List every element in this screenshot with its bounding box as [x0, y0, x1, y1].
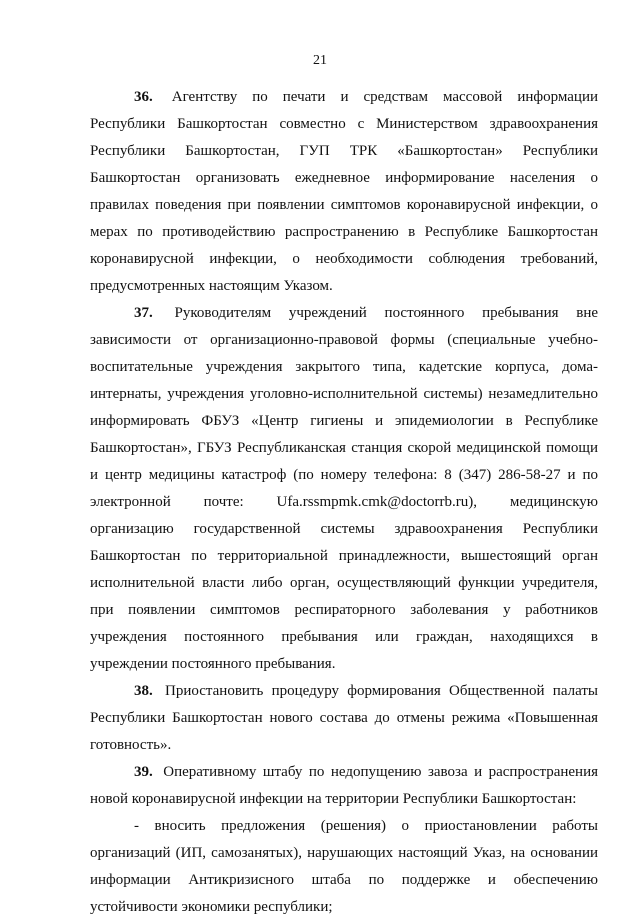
paragraph-38 — [90, 678, 598, 759]
paragraph-39 — [90, 759, 598, 813]
paragraph-text: - вносить предложения (решения) о приостановлении работы организаций (ИП, самозанятых), нарушающих настоящий Указ, на основании информации Антикризисного штаба по поддержке и обеспечению устойчивости экономики республики; — [90, 818, 598, 915]
document-body — [90, 84, 598, 921]
paragraph-text: Приостановить процедуру формирования Общественной палаты Республики Башкортостан нового состава до отмены режима «Повышенная готовность». — [90, 683, 599, 753]
page-number: 21 — [313, 53, 327, 68]
paragraph-number: 37. — [134, 305, 153, 321]
paragraph-37 — [90, 300, 598, 678]
paragraph-number: 39. — [134, 764, 153, 780]
paragraph-number: 36. — [134, 89, 153, 105]
paragraph-text: Оперативному штабу по недопущению завоза и распространения новой коронавирусной инфекции на территории Республики Башкортостан: — [90, 764, 599, 807]
paragraph-number: 38. — [134, 683, 153, 699]
paragraph-text: Агентству по печати и средствам массовой информации Республики Башкортостан совместно с Министерством здравоохранения Республики Башкортостан, ГУП ТРК «Башкортостан» Республики Башкортостан организовать ежедневное информирование населения о правилах поведения при появлении симптомов коронавирусной инфекции, о мерах по противодействию распространению в Республике Башкортостан коронавирусной инфекции, о необходимости соблюдения требований, предусмотренных настоящим Указом. — [90, 89, 598, 294]
paragraph-36 — [90, 84, 598, 300]
paragraph-text: Руководителям учреждений постоянного пребывания вне зависимости от организационно-правовой формы (специальные учебно-воспитательные учреждения закрытого типа, кадетские корпуса, дома-интернаты, учреждения уголовно-исполнительной системы) незамедлительно информировать ФБУЗ «Центр гигиены и эпидемиологии в Республике Башкортостан», ГБУЗ Республиканская станция скорой медицинской помощи и центр медицины катастроф (по номеру телефона: 8 (347) 286-58-27 и по электронной почте: Ufa.rssmpmk.cmk@doctorrb.ru), медицинскую организацию государственной системы здравоохранения Республики Башкортостан по территориальной принадлежности, вышестоящий орган исполнительной власти либо орган, осуществляющий функции учредителя, при появлении симптомов респираторного заболевания у работников учреждения постоянного пребывания или граждан, находящихся в учреждении постоянного пребывания. — [90, 305, 599, 672]
